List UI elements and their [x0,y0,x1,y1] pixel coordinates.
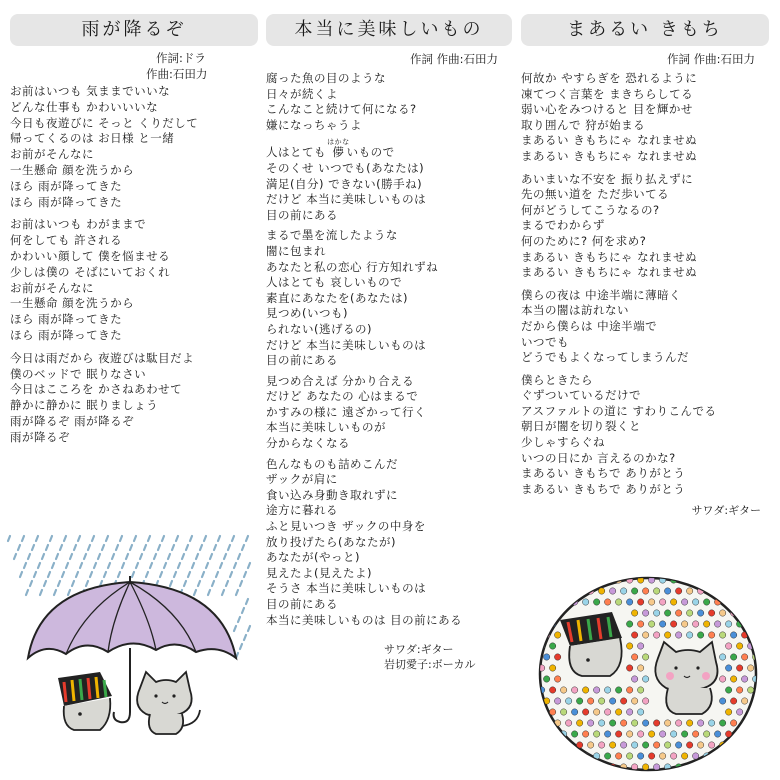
song-column-2 [266,0,512,672]
lyric-line: 少しは僕の そばにいておくれ [10,264,171,279]
lyric-line: られない(逃げるの) [266,321,372,336]
lyric-line: 本当に美味しいものが [266,420,386,435]
lyric-line: ほら 雨が降ってきた [10,312,123,327]
lyric-line: 嫌になっちゃうよ [266,117,362,132]
lyric-line: 少しゃすらぐね [521,435,605,450]
stanza [10,84,258,210]
lyric-line-with-ruby: 人はとても 儚はかないもので [266,138,395,160]
lyric-line: 先の無い道を ただ歩いてる [521,187,670,202]
lyric-line: 僕らときたら [521,372,593,387]
lyric-line: 一生懸命 顔を洗うから [10,296,135,311]
lyrics-body [521,71,769,497]
lyric-line: 僕らの夜は 中途半端に薄暗く [521,287,682,302]
lyric-line: かすみの様に 遠ざかって行く [266,404,427,419]
lyric-line: まあるい きもちで ありがとう [521,466,686,481]
lyric-line: いつの日にか 言えるのかな? [521,450,676,465]
lyric-line: 見つめ合えば 分かり合える [266,373,415,388]
stanza [266,374,512,452]
lyric-line: ザックが肩に [266,472,338,487]
song-title: まあるい きもち [521,14,769,46]
lyric-line: 日々が続くよ [266,86,338,101]
lyric-line: 今日も夜遊びに そっと くりだして [10,115,199,130]
lyrics-body [266,71,512,628]
lyric-line: お前はいつも わがままで [10,217,147,232]
lyric-line: 何がどうしてこうなるの? [521,202,660,217]
lyric-line: 腐った魚の目のような [266,71,386,85]
lyric-line: 人はとても 哀しいもので [266,275,403,290]
stanza [521,288,769,366]
lyric-line: 何のために? 何を求め? [521,233,647,248]
lyric-line: 帰ってくるのは お日様 と一緒 [10,131,175,146]
lyric-line: ほら 雨が降ってきた [10,194,123,209]
stanza [10,351,258,446]
lyric-line: まるでわからず [521,218,605,233]
lyric-line: まあるい きもちにゃ なれませぬ [521,148,698,163]
lyric-line: ふと見いつき ザックの中身を [266,519,426,534]
stanza [521,172,769,281]
stanza [10,217,258,343]
lyric-line: だけど 本当に美味しいものは [266,337,427,352]
lyric-line: こんなこと続けて何になる? [266,102,417,117]
song-title: 雨が降るぞ [10,14,258,46]
lyric-line: 朝日が闇を切り裂くと [521,419,641,434]
lyric-line: ほら 雨が降ってきた [10,178,123,193]
lyric-line: 何故か やすらぎを 恐れるように [521,71,698,85]
lyric-line: まあるい きもちにゃ なれませぬ [521,133,698,148]
performer-credits [384,642,512,672]
music-credit: 作曲:石田力 [146,67,208,81]
composer-credit: 作詞 作曲:石田力 [666,52,755,66]
lyric-line: 途方に暮れる [266,503,338,518]
lyric-line: あなたと私の恋心 行方知れずね [266,259,439,274]
lyric-line: だから僕らは 中途半端で [521,318,658,333]
song-title: 本当に美味しいもの [266,14,512,46]
lyric-line: 静かに静かに 眠りましょう [10,398,159,413]
lyric-line: そうさ 本当に美味しいものは [266,581,427,596]
lyric-line: 色んなものも詰めこんだ [266,456,398,471]
lyric-line: まるで墨を流したような [266,228,398,243]
polka-dot-circle-cats-illustration [530,572,774,776]
composer-credit: 作詞 作曲:石田力 [409,52,498,66]
rain-umbrella-cats-illustration [0,530,260,780]
song-column-3 [521,0,769,519]
lyric-line: 見えたよ(見えたよ) [266,565,372,580]
lyric-line: だけど 本当に美味しいものは [266,192,427,207]
lyric-line: 闇に包まれ [266,243,326,258]
lyric-line: 見つめ(いつも) [266,306,348,321]
stanza [266,71,512,133]
stanza [266,457,512,629]
stanza [266,138,512,223]
lyric-line: 放り投げたら(あなたが) [266,534,396,549]
lyric-line: 目の前にある [266,207,338,222]
lyric-line: 本当の闇は訪れない [521,303,629,318]
lyric-line: 何をしても 許される [10,233,123,248]
song-column-1 [10,0,258,446]
lyric-line: いつでも [521,334,569,349]
lyric-line: あなたが(やっと) [266,550,360,565]
credit-line: 岩切愛子:ボーカル [384,658,476,672]
lyric-line: そのくせ いつでも(あなたは) [266,160,425,175]
lyric-line: 今日は雨だから 夜遊びは駄目だよ [10,350,195,365]
cat-icon [137,672,200,734]
lyric-line: お前はいつも 気ままでいいな [10,84,171,98]
lyric-line: まあるい きもちにゃ なれませぬ [521,265,698,280]
lyric-line: 目の前にある [266,353,338,368]
lyric-line: だけど あなたの 心はまるで [266,389,419,404]
performer-credit: サワダ:ギター [691,504,761,518]
stanza [266,228,512,368]
lyric-line: お前がそんなに [10,280,94,295]
lyrics-body [10,84,258,446]
lyric-line: 本当に美味しいものは 目の前にある [266,612,463,627]
lyric-line: どうでもよくなってしまうんだ [521,350,689,365]
lyric-line: 一生懸命 顔を洗うから [10,162,135,177]
lyric-line: 今日はこころを かさねあわせて [10,382,183,397]
credit-line: サワダ:ギター [384,643,454,657]
lyric-line: あいまいな不安を 振り払えずに [521,171,694,186]
lyrics-credit: 作詞:ドラ [156,51,206,65]
lyric-line: 取り囲んで 狩が始まる [521,117,646,132]
lyric-line: 満足(自分) できない(勝手ね) [266,176,423,191]
lyric-line: 分からなくなる [266,436,350,451]
lyric-line: 食い込み身動き取れずに [266,487,398,502]
stanza [521,71,769,165]
cat-icon [58,672,112,730]
stanza [521,373,769,498]
lyric-line: お前がそんなに [10,147,94,162]
lyric-line: 僕のベッドで 眠りなさい [10,366,147,381]
lyric-line: 雨が降るぞ 雨が降るぞ [10,413,135,428]
lyric-line: 凍てつく言葉を まきちらしてる [521,86,694,101]
lyric-line: どんな仕事も かわいいいな [10,99,159,114]
lyric-line: まあるい きもちにゃ なれませぬ [521,249,698,264]
lyric-line: ほら 雨が降ってきた [10,327,123,342]
lyric-line: かわいい顔して 僕を悩ませる [10,248,171,263]
lyric-line: アスファルトの道に すわりこんでる [521,403,717,418]
lyric-line: まあるい きもちで ありがとう [521,481,686,496]
lyric-line: 雨が降るぞ [10,429,70,444]
lyric-line: ぐずついているだけで [521,388,641,403]
lyric-line: 目の前にある [266,597,338,611]
lyric-line: 弱い心をみつけると 目を輝かせ [521,102,693,117]
lyric-line: 素直にあなたを(あなたは) [266,290,408,305]
